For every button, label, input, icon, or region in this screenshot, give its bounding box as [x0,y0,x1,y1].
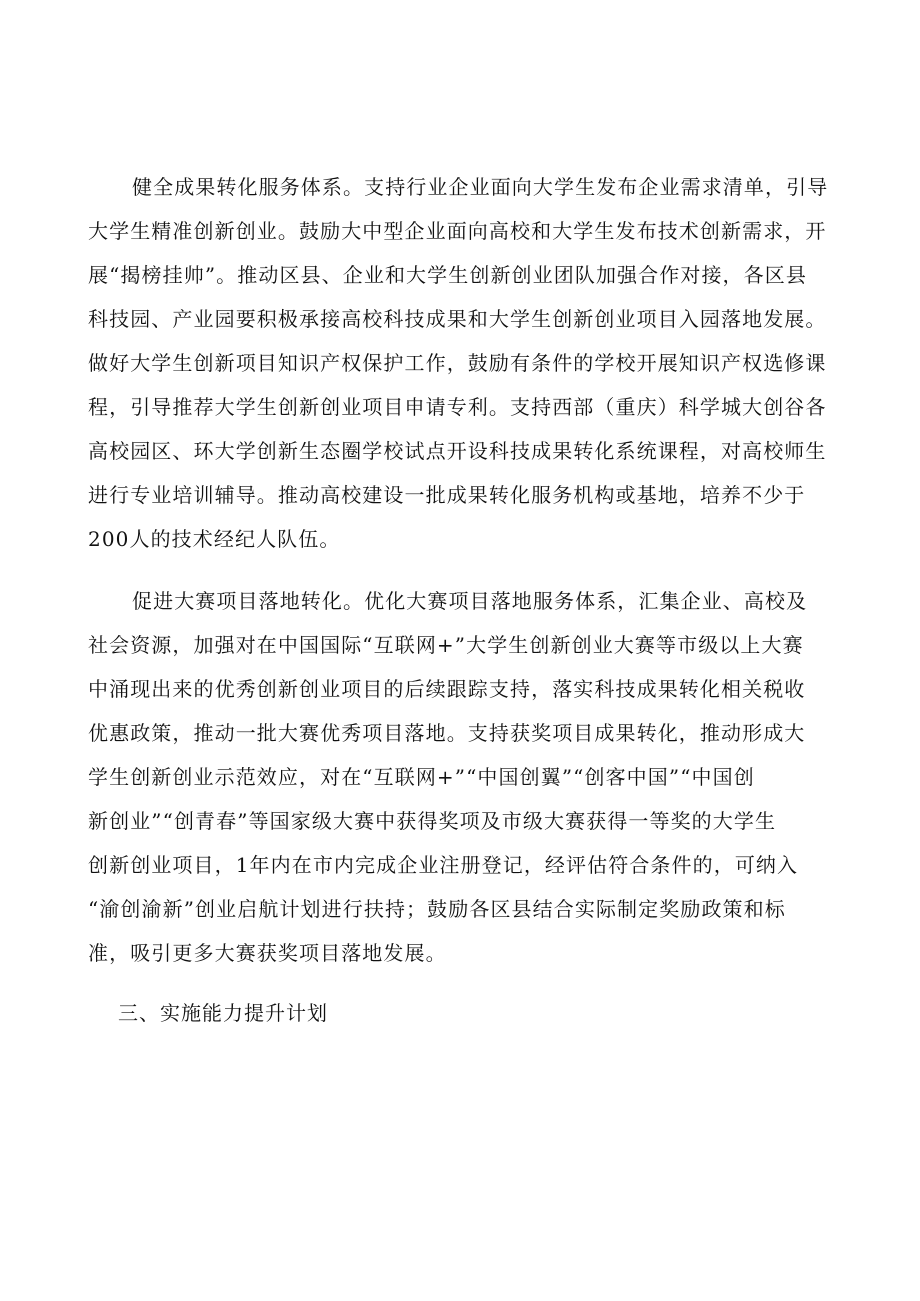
paragraph-line: 大学生精准创新创业。鼓励大中型企业面向高校和大学生发布技术创新需求，开 [88,219,827,243]
paragraph-line: 高校园区、环大学创新生态圈学校试点开设科技成果转化系统课程，对高校师生 [88,439,827,463]
paragraph-line: 学生创新创业示范效应，对在“互联网+”“中国创翼”“创客中国”“中国创 [88,765,755,789]
paragraph-line: 做好大学生创新项目知识产权保护工作，鼓励有条件的学校开展知识产权选修课 [88,351,827,375]
paragraph-line: 健全成果转化服务体系。支持行业企业面向大学生发布企业需求清单，引导 [132,175,829,199]
paragraph-line: 科技园、产业园要积极承接高校科技成果和大学生创新创业项目入园落地发展。 [88,307,827,331]
paragraph-line: 进行专业培训辅导。推动高校建设一批成果转化服务机构或基地，培养不少于 [88,483,806,507]
paragraph-line: 新创业”“创青春”等国家级大赛中获得奖项及市级大赛获得一等奖的大学生 [88,809,777,833]
paragraph-line: 创新创业项目，1年内在市内完成企业注册登记，经评估符合条件的，可纳入 [88,853,799,877]
paragraph-line: 社会资源，加强对在中国国际“互联网+”大学生创新创业大赛等市级以上大赛 [88,633,804,657]
paragraph-line: 200人的技术经纪人队伍。 [88,527,341,551]
paragraph-line: 程，引导推荐大学生创新创业项目申请专利。支持西部（重庆）科学城大创谷各 [88,395,827,419]
paragraph-line: “渝创渝新”创业启航计划进行扶持；鼓励各区县结合实际制定奖励政策和标 [88,897,786,921]
paragraph-line: 中涌现出来的优秀创新创业项目的后续跟踪支持，落实科技成果转化相关税收 [88,677,806,701]
paragraph-line: 优惠政策，推动一批大赛优秀项目落地。支持获奖项目成果转化，推动形成大 [88,721,806,745]
paragraph-line: 促进大赛项目落地转化。优化大赛项目落地服务体系，汇集企业、高校及 [132,589,808,613]
section-heading: 三、实施能力提升计划 [118,1001,328,1025]
paragraph-line: 准，吸引更多大赛获奖项目落地发展。 [88,941,447,965]
paragraph-line: 展“揭榜挂帅”。推动区县、企业和大学生创新创业团队加强合作对接，各区县 [88,263,807,287]
